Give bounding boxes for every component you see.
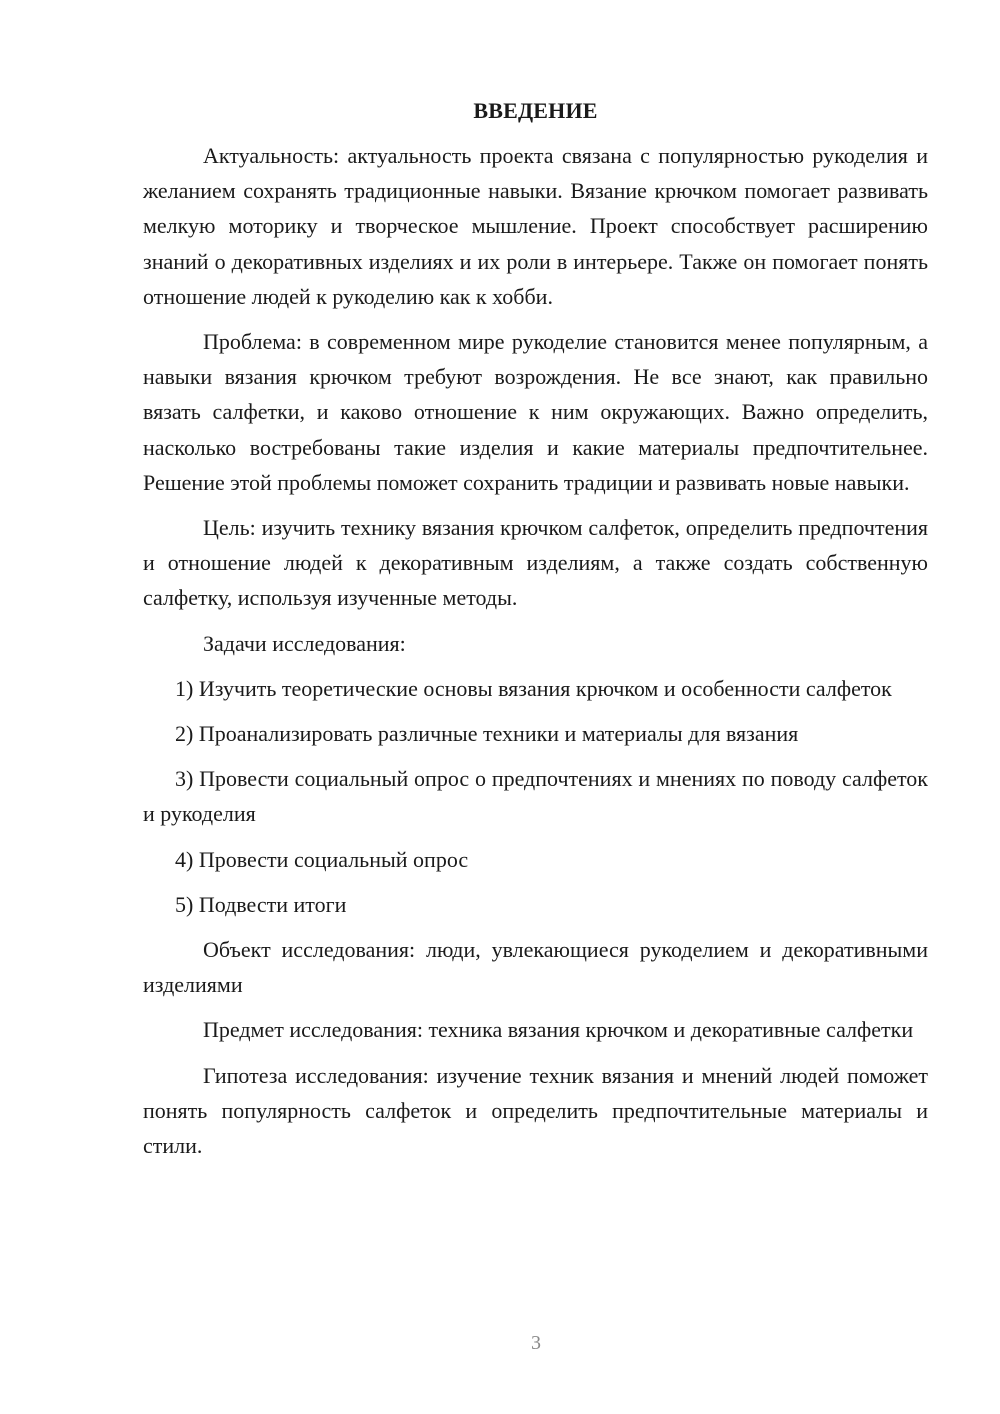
paragraph-hypothesis: Гипотеза исследования: изучение техник вязания и мнений людей поможет понять популярность салфеток и определить предпочтительные материалы и стили.	[143, 1062, 928, 1159]
task-item-4: 4) Провести социальный опрос	[175, 846, 469, 872]
task-item-3: 3) Провести социальный опрос о предпочтениях и мнениях по поводу салфеток и рукоделия	[143, 766, 928, 827]
paragraph-goal: Цель: изучить технику вязания крючком салфеток, определить предпочтения и отношение людей к декоративным изделиям, а также создать собственную салфетку, используя изученные методы.	[143, 515, 928, 611]
document-body	[143, 93, 928, 1173]
paragraph-tasks-heading: Задачи исследования:	[203, 630, 406, 656]
paragraph-object: Объект исследования: люди, увлекающиеся рукоделием и декоративными изделиями	[143, 937, 928, 998]
paragraph-subject: Предмет исследования: техника вязания крючком и декоративные салфетки	[203, 1017, 914, 1043]
paragraph-relevance: Актуальность: актуальность проекта связана с популярностью рукоделия и желанием сохранять традиционные навыки. Вязание крючком помогает развивать мелкую моторику и творческое мышление. Проект способствует расширению знаний о декоративных изделиях и их роли в интерьере. Также он помогает понять отношение людей к рукоделию как к хобби.	[143, 143, 928, 309]
page-number: 3	[531, 1332, 541, 1354]
paragraph-problem: Проблема: в современном мире рукоделие становится менее популярным, а навыки вязания крючком требуют возрождения. Не все знают, как правильно вязать салфетки, и каково отношение к ним окружающих. Важно определить, насколько востребованы такие изделия и какие материалы предпочтительнее. Решение этой проблемы поможет сохранить традиции и развивать новые навыки.	[143, 329, 928, 495]
task-item-1: 1) Изучить теоретические основы вязания крючком и особенности салфеток	[175, 675, 892, 701]
task-item-2: 2) Проанализировать различные техники и материалы для вязания	[175, 721, 799, 747]
task-item-5: 5) Подвести итоги	[175, 891, 347, 917]
section-title: ВВЕДЕНИЕ	[473, 98, 598, 123]
